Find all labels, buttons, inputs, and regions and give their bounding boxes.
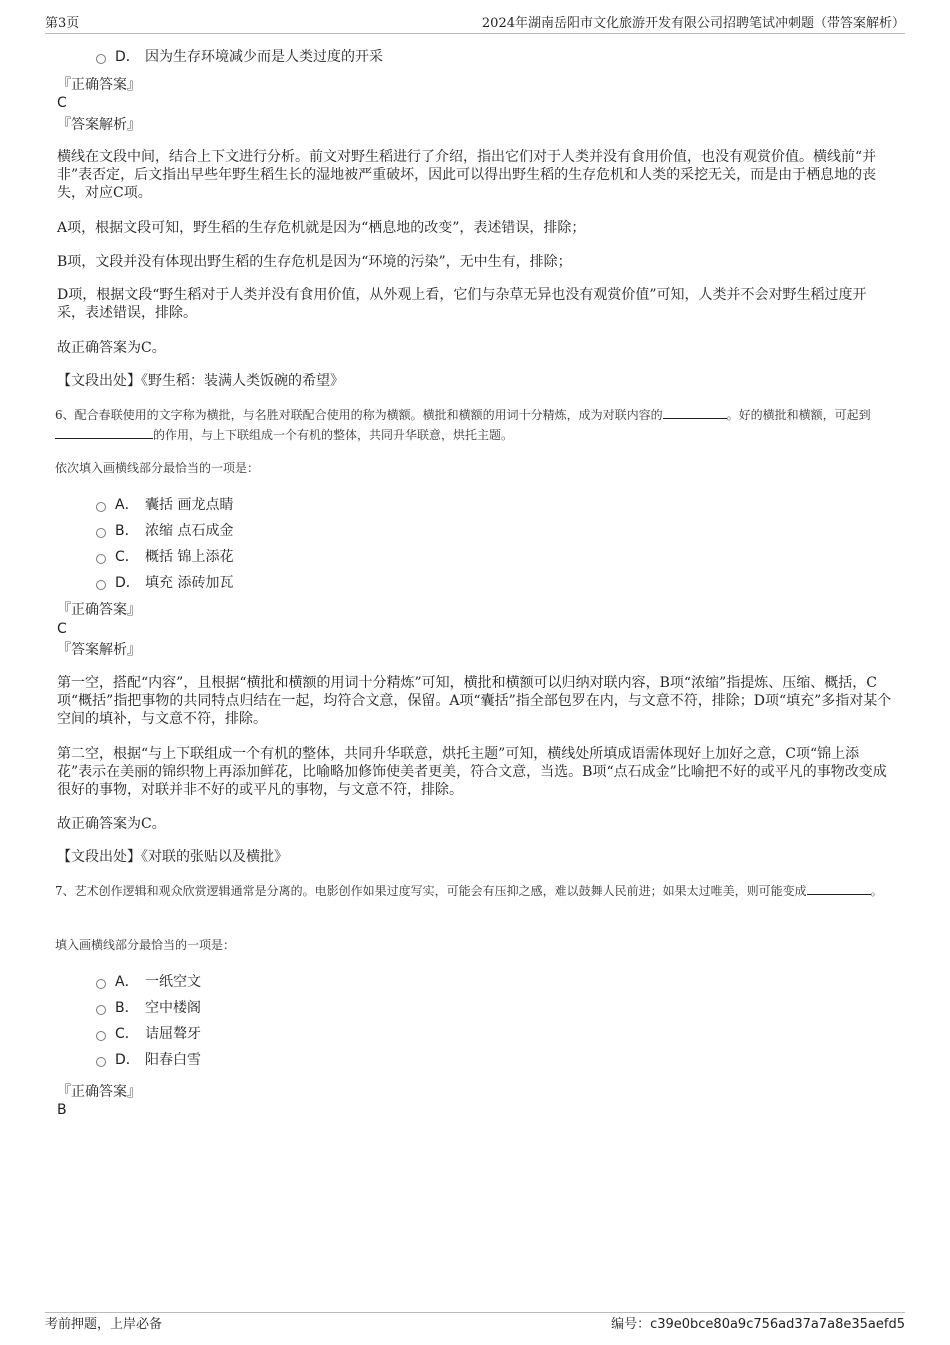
q5-analysis-label: 『答案解析』 bbox=[57, 117, 141, 133]
page-header bbox=[45, 14, 905, 34]
radio-icon[interactable] bbox=[96, 580, 106, 590]
q6-option-a[interactable]: A． 囊括 画龙点睛 bbox=[96, 494, 233, 516]
q6-option-c[interactable]: C． 概括 锦上添花 bbox=[96, 546, 233, 568]
fill-blank bbox=[55, 425, 153, 439]
q6-option-b[interactable]: B． 浓缩 点石成金 bbox=[96, 520, 233, 542]
q5-source: 【文段出处】《野生稻：装满人类饭碗的希望》 bbox=[57, 373, 344, 389]
q7-option-c[interactable]: C． 诘屈聱牙 bbox=[96, 1023, 201, 1045]
q5-analysis-paragraph: B项，文段并没有体现出野生稻的生存危机是因为“环境的污染”，无中生有，排除； bbox=[57, 254, 572, 270]
radio-icon[interactable] bbox=[96, 502, 106, 512]
fill-blank bbox=[807, 881, 871, 895]
q5-analysis-paragraph: 故正确答案为C。 bbox=[57, 340, 166, 356]
q6-source: 【文段出处】《对联的张贴以及横批》 bbox=[57, 849, 288, 865]
q6-answer: C bbox=[57, 621, 67, 637]
radio-icon[interactable] bbox=[96, 554, 106, 564]
q6-analysis-paragraph: 第一空，搭配“内容”，且根据“横批和横额的用词十分精炼”可知，横批和横额可以归纳对联内容，B项“浓缩”指提炼、压缩、概括，C项“概括”指把事物的共同特点归结在一起，均符合文意，保留。A项“囊括”指全部包罗在内，与文意不符，排除；D项“填充”多指对某个空间的填补，与文意不符，排除。 bbox=[57, 675, 892, 727]
q6-analysis-paragraph: 第二空，根据“与上下联组成一个有机的整体，共同升华联意，烘托主题”可知，横线处所填成语需体现好上加好之意，C项“锦上添花”表示在美丽的锦织物上再添加鲜花，比喻略加修饰使美者更美，符合文意，当选。B项“点石成金”比喻把不好的或平凡的事物改变成很好的事物，对联并非不好的或平凡的事物，与文意不符，排除。 bbox=[57, 746, 887, 798]
q7-stem: 7、艺术创作逻辑和观众欣赏逻辑通常是分离的。电影创作如果过度写实，可能会有压抑之感，难以鼓舞人民前进；如果太过唯美，则可能变成 。 bbox=[55, 881, 900, 901]
q5-answer-label: 『正确答案』 bbox=[57, 77, 141, 93]
q6-option-d[interactable]: D． 填充 添砖加瓦 bbox=[96, 572, 233, 594]
document-title: 2024年湖南岳阳市文化旅游开发有限公司招聘笔试冲刺题（带答案解析） bbox=[481, 16, 905, 31]
q6-answer-label: 『正确答案』 bbox=[57, 602, 141, 618]
q5-analysis-paragraph: D项，根据文段“野生稻对于人类并没有食用价值，从外观上看，它们与杂草无异也没有观赏价值”可知，人类并不会对野生稻过度开采，表述错误，排除。 bbox=[57, 287, 867, 321]
q5-analysis-paragraph: A项，根据文段可知，野生稻的生存危机就是因为“栖息地的改变”，表述错误，排除； bbox=[57, 220, 586, 236]
fill-blank bbox=[663, 405, 727, 419]
radio-icon[interactable] bbox=[96, 979, 106, 989]
footer-slogan: 考前押题，上岸必备 bbox=[45, 1317, 163, 1332]
page-number: 第3页 bbox=[45, 16, 80, 31]
radio-icon[interactable] bbox=[96, 1031, 106, 1041]
q6-analysis-paragraph: 故正确答案为C。 bbox=[57, 816, 166, 832]
radio-icon[interactable] bbox=[96, 1057, 106, 1067]
q7-answer: B bbox=[57, 1102, 67, 1118]
q7-option-b[interactable]: B． 空中楼阁 bbox=[96, 997, 201, 1019]
q7-prompt: 填入画横线部分最恰当的一项是： bbox=[55, 938, 236, 952]
page-footer bbox=[45, 1312, 905, 1337]
q7-option-d[interactable]: D． 阳春白雪 bbox=[96, 1049, 201, 1071]
document-code: 编号：c39e0bce80a9c756ad37a7a8e35aefd5 bbox=[611, 1317, 905, 1332]
q5-option-d[interactable]: D． 因为生存环境减少而是人类过度的开采 bbox=[96, 46, 383, 68]
q6-analysis-label: 『答案解析』 bbox=[57, 642, 141, 658]
q7-option-a[interactable]: A． 一纸空文 bbox=[96, 971, 201, 993]
q5-answer: C bbox=[57, 95, 67, 111]
radio-icon[interactable] bbox=[96, 1005, 106, 1015]
q5-analysis-paragraph: 横线在文段中间，结合上下文进行分析。前文对野生稻进行了介绍，指出它们对于人类并没有食用价值，也没有观赏价值。横线前“并非”表否定，后文指出早些年野生稻生长的湿地被严重破坏，因此可以得出野生稻的生存危机和人类的采挖无关，而是由于栖息地的丧失，对应C项。 bbox=[57, 149, 877, 201]
q6-stem: 6、配合春联使用的文字称为横批，与名胜对联配合使用的称为横额。横批和横额的用词十分精炼，成为对联内容的 。好的横批和横额，可起到的作用，与上下联组成一个有机的整体，共同升华联意，烘托主题。 bbox=[55, 405, 900, 445]
radio-icon[interactable] bbox=[96, 54, 106, 64]
q6-prompt: 依次填入画横线部分最恰当的一项是： bbox=[55, 461, 260, 475]
radio-icon[interactable] bbox=[96, 528, 106, 538]
q7-answer-label: 『正确答案』 bbox=[57, 1084, 141, 1100]
